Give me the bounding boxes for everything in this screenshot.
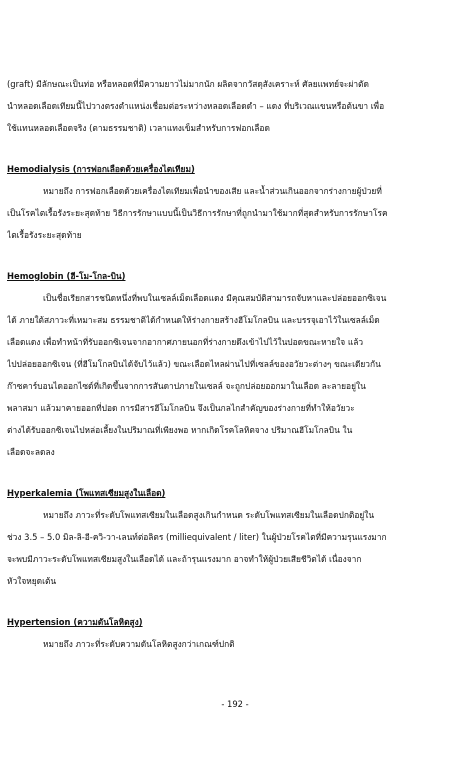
- page-number: - 192 -: [221, 699, 249, 709]
- paragraph-line: ไตเรื้อรังระยะสุดท้าย: [7, 230, 82, 240]
- paragraph-line: ใช้แทนหลอดเลือดจริง (ตามธรรมชาติ) เวลาแทงเข็มสำหรับการฟอกเลือด: [7, 123, 270, 133]
- paragraph-line: หมายถึง ภาวะที่ระดับความดันโลหิตสูงกว่าเกณฑ์ปกติ: [43, 639, 235, 649]
- term-heading-hypertension: Hypertension (ความดันโลหิตสูง): [7, 617, 143, 627]
- paragraph-line: ก๊าซคาร์บอนไดออกไซด์ที่เกิดขึ้นจากการสันดาปภายในเซลล์ จะถูกปล่อยออกมาในเลือด ละลายอยู่ใน: [7, 381, 366, 391]
- graft-paragraph: [7, 73, 459, 139]
- hypertension-definition: [7, 633, 459, 655]
- paragraph-line: หมายถึง การฟอกเลือดด้วยเครื่องไตเทียมเพื่อนำของเสีย และน้ำส่วนเกินออกจากร่างกายผู้ป่วยที่: [43, 186, 382, 196]
- paragraph-line: (graft) มีลักษณะเป็นท่อ หรือหลอดที่มีความยาวไม่มากนัก ผลิตจากวัสดุสังเคราะห์ ศัลยแพทย์จะผ่าตัด: [7, 79, 369, 89]
- paragraph-line: หมายถึง ภาวะที่ระดับโพแทสเซียมในเลือดสูงเกินกำหนด ระดับโพแทสเซียมในเลือดปกติอยู่ใน: [43, 510, 375, 520]
- paragraph-line: เลือดแดง เพื่อทำหน้าที่รับออกซิเจนจากอากาศภายนอกที่ร่างกายดึงเข้าไปไว้ในปอดขณะหายใจ แล้ว: [7, 337, 364, 347]
- paragraph-line: ช่วง 3.5 – 5.0 มิล-ลิ-อี-ควิ-วา-เลนท์ต่อลิตร (milliequivalent / liter) ในผู้ป่วยโรคไตที่มีความรุนแรงมาก: [7, 532, 387, 542]
- term-heading-hemoglobin: Hemoglobin (ฮี-โม-โกล-บิน): [7, 271, 126, 281]
- page-content: [7, 73, 459, 655]
- paragraph-line: ไปปล่อยออกซิเจน (ที่ฮีโมโกลบินได้จับไว้แล้ว) ขณะเลือดไหลผ่านไปที่เซลล์ของอวัยวะต่างๆ ขณะเดียวกัน: [7, 359, 381, 369]
- paragraph-line: เป็นชื่อเรียกสารชนิดหนึ่งที่พบในเซลล์เม็ดเลือดแดง มีคุณสมบัติสามารถจับหาและปล่อยออกซิเจน: [43, 293, 387, 303]
- paragraph-line: เลือดจะลดลง: [7, 447, 55, 457]
- paragraph-line: หัวใจหยุดเต้น: [7, 576, 57, 586]
- paragraph-line: ต่างได้รับออกซิเจนไปหล่อเลี้ยงในปริมาณที่เพียงพอ หากเกิดโรคโลหิตจาง ปริมาณฮีโมโกลบิน ใน: [7, 425, 353, 435]
- paragraph-line: นำหลอดเลือดเทียมนี้ไปวางตรงตำแหน่งเชื่อมต่อระหว่างหลอดเลือดดำ – แดง ที่บริเวณแขนหรือต้นขา เพื่อ: [7, 101, 385, 111]
- term-heading-hemodialysis: Hemodialysis (การฟอกเลือดด้วยเครื่องไตเทียม): [7, 164, 195, 174]
- paragraph-line: จะพบมีภาวะระดับโพแทสเซียมสูงในเลือดได้ และถ้ารุนแรงมาก อาจทำให้ผู้ป่วยเสียชีวิตได้ เนื่องจาก: [7, 554, 362, 564]
- paragraph-line: พลาสมา แล้วมาคายออกที่ปอด การมีสารฮีโมโกลบิน จึงเป็นกลไกสำคัญของร่างกายที่ทำให้อวัยวะ: [7, 403, 355, 413]
- hyperkalemia-definition: [7, 504, 459, 592]
- hemoglobin-definition: [7, 287, 459, 463]
- term-heading-hyperkalemia: Hyperkalemia (โพแทสเซียมสูงในเลือด): [7, 488, 166, 498]
- paragraph-line: ได้ ภายใต้สภาวะที่เหมาะสม ธรรมชาติได้กำหนดให้ร่างกายสร้างฮีโมโกลบิน และบรรจุเอาไว้ในเซลล์เม็ด: [7, 315, 380, 325]
- paragraph-line: เป็นโรคไตเรื้อรังระยะสุดท้าย วิธีการรักษาแบบนี้เป็นวิธีการรักษาที่ถูกนำมาใช้มากที่สุดสำหรับการรักษาโรค: [7, 208, 388, 218]
- hemodialysis-definition: [7, 180, 459, 246]
